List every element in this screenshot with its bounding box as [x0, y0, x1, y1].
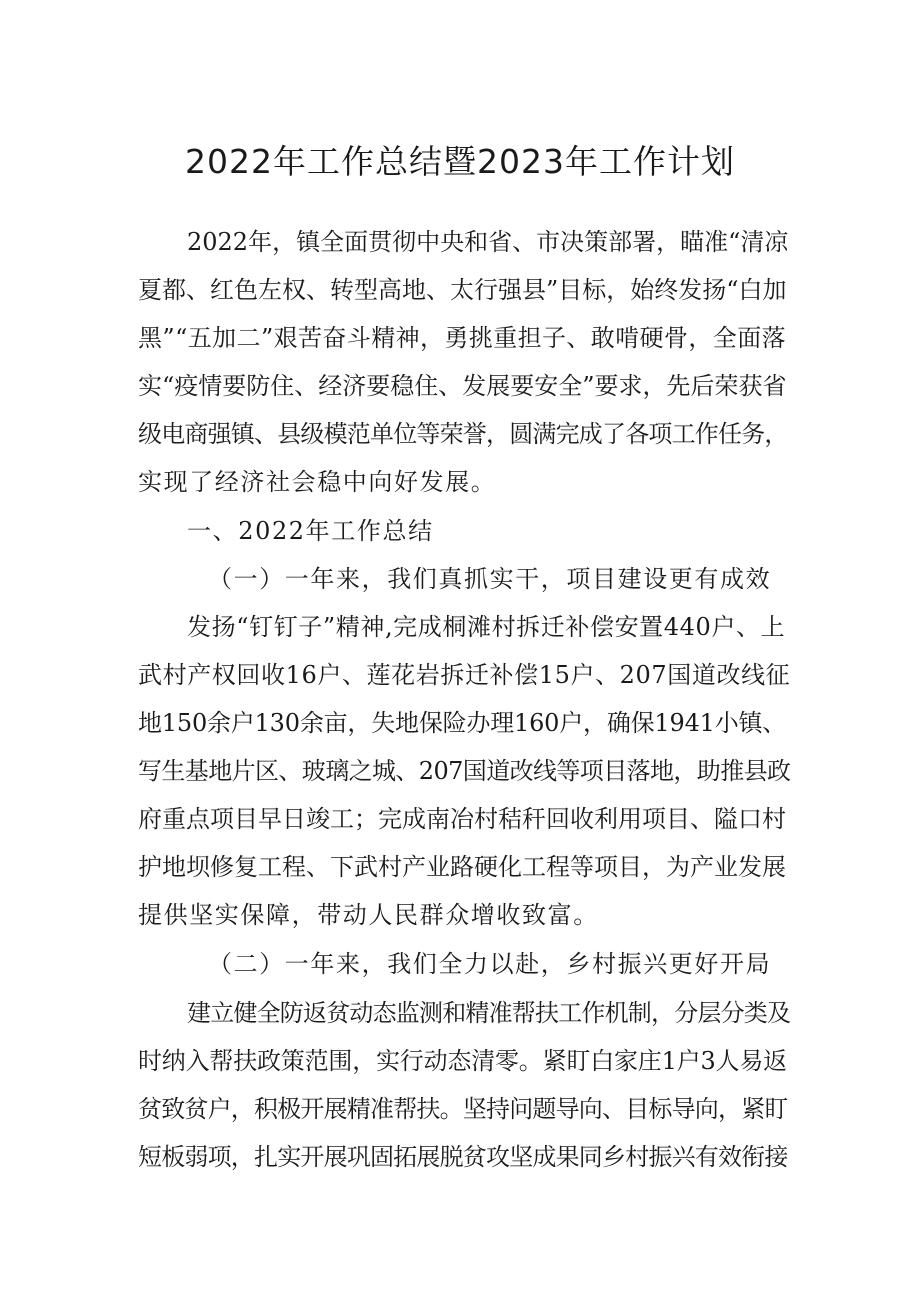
- body-line: 提供坚实保障，带动人民群众增收致富。: [138, 901, 599, 929]
- body-line: 短板弱项，扎实开展巩固拓展脱贫攻坚成果同乡村振兴有效衔接: [138, 1143, 788, 1171]
- intro-line: 2022年，镇全面贯彻中央和省、市决策部署，瞄准“清凉: [187, 228, 789, 256]
- intro-line: 实“疫情要防住、经济要稳住、发展要安全”要求，先后荣获省: [138, 372, 787, 400]
- body-line: 时纳入帮扶政策范围，实行动态清零。紧盯白家庄1户3人易返: [138, 1047, 787, 1075]
- body-line: 地150余户130余亩，失地保险办理160户，确保1941小镇、: [138, 709, 787, 737]
- body-line: 护地坝修复工程、下武村产业路硬化工程等项目，为产业发展: [138, 853, 786, 881]
- body-line: 发扬“钉钉子”精神,完成桐滩村拆迁补偿安置440户、上: [187, 613, 786, 641]
- body-line: 写生基地片区、玻璃之城、207国道改线等项目落地，助推县政: [138, 757, 791, 785]
- intro-line: 黑”“五加二”艰苦奋斗精神，勇挑重担子、敢啃硬骨，全面落: [138, 324, 787, 352]
- body-line: 府重点项目早日竣工；完成南冶村秸秆回收利用项目、隘口村: [138, 805, 786, 833]
- body-line: 贫致贫户，积极开展精准帮扶。坚持问题导向、目标导向，紧盯: [138, 1095, 788, 1123]
- section-heading: 一、2022年工作总结: [187, 517, 434, 545]
- body-line: 建立健全防返贫动态监测和精准帮扶工作机制，分层分类及: [187, 999, 791, 1027]
- intro-line: 级电商强镇、县级模范单位等荣誉，圆满完成了各项工作任务，: [138, 420, 788, 448]
- body-line: 武村产权回收16户、莲花岩拆迁补偿15户、207国道改线征: [138, 661, 791, 689]
- intro-line: 实现了经济社会稳中向好发展。: [138, 468, 497, 496]
- subsection-heading: （一）一年来，我们真抓实干，项目建设更有成效: [208, 565, 772, 593]
- document-title: 2022年工作总结暨2023年工作计划: [185, 142, 735, 181]
- subsection-heading: （二）一年来，我们全力以赴，乡村振兴更好开局: [208, 950, 772, 978]
- intro-line: 夏都、红色左权、转型高地、太行强县”目标，始终发扬“白加: [138, 276, 787, 304]
